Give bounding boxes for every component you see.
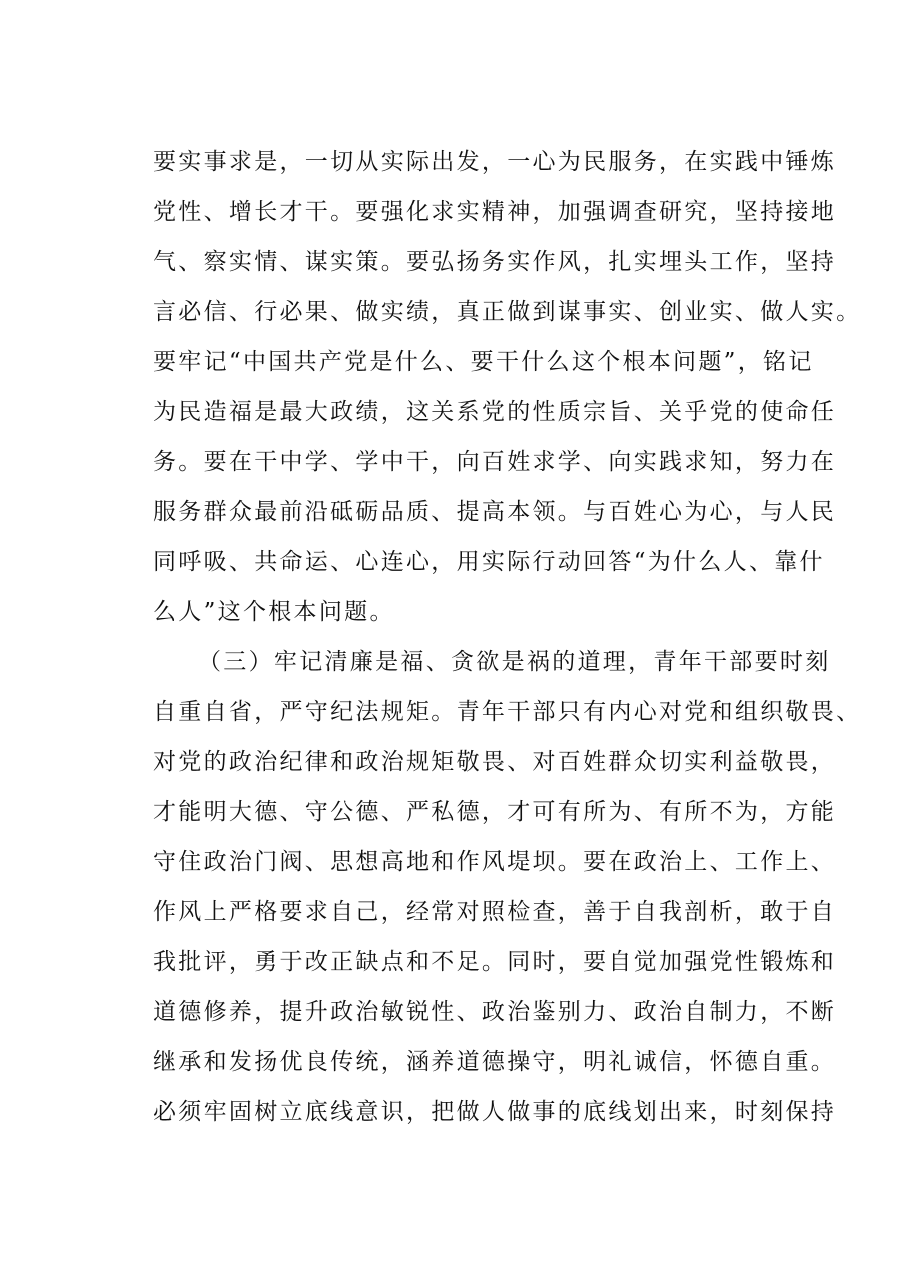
text-line: 要实事求是，一切从实际出发，一心为民服务，在实践中锤炼 — [153, 149, 837, 175]
text-line: 服务群众最前沿砥砺品质、提高本领。与百姓心为心，与人民 — [153, 499, 837, 525]
text-line: 要牢记“中国共产党是什么、要干什么这个根本问题”，铭记 — [153, 349, 814, 375]
text-line: 我批评，勇于改正缺点和不足。同时，要自觉加强党性锻炼和 — [153, 949, 837, 975]
text-line: 为民造福是最大政绩，这关系党的性质宗旨、关乎党的使命任 — [153, 399, 837, 425]
text-line: 才能明大德、守公德、严私德，才可有所为、有所不为，方能 — [153, 799, 837, 825]
text-line: 自重自省，严守纪法规矩。青年干部只有内心对党和组织敬畏、 — [153, 699, 862, 725]
text-line: 守住政治门阀、思想高地和作风堤坝。要在政治上、工作上、 — [153, 849, 837, 875]
section-heading-line: （三）牢记清廉是福、贪欲是祸的道理，青年干部要时刻 — [198, 649, 831, 675]
text-line: 党性、增长才干。要强化求实精神，加强调查研究，坚持接地 — [153, 199, 837, 225]
text-line: 气、察实情、谋实策。要弘扬务实作风，扎实埋头工作，坚持 — [153, 249, 837, 275]
text-line: 必须牢固树立底线意识，把做人做事的底线划出来，时刻保持 — [153, 1099, 837, 1125]
text-line: 对党的政治纪律和政治规矩敬畏、对百姓群众切实利益敬畏， — [153, 749, 837, 775]
text-line: 道德修养，提升政治敏锐性、政治鉴别力、政治自制力，不断 — [153, 999, 837, 1025]
text-line: 言必信、行必果、做实绩，真正做到谋事实、创业实、做人实。 — [153, 299, 862, 325]
text-line: 继承和发扬优良传统，涵养道德操守，明礼诚信，怀德自重。 — [153, 1049, 837, 1075]
text-line: 同呼吸、共命运、心连心，用实际行动回答“为什么人、靠什 — [153, 549, 825, 575]
text-line: 么人”这个根本问题。 — [153, 599, 395, 625]
text-line: 作风上严格要求自己，经常对照检查，善于自我剖析，敢于自 — [153, 899, 837, 925]
text-line: 务。要在干中学、学中干，向百姓求学、向实践求知，努力在 — [153, 449, 837, 475]
